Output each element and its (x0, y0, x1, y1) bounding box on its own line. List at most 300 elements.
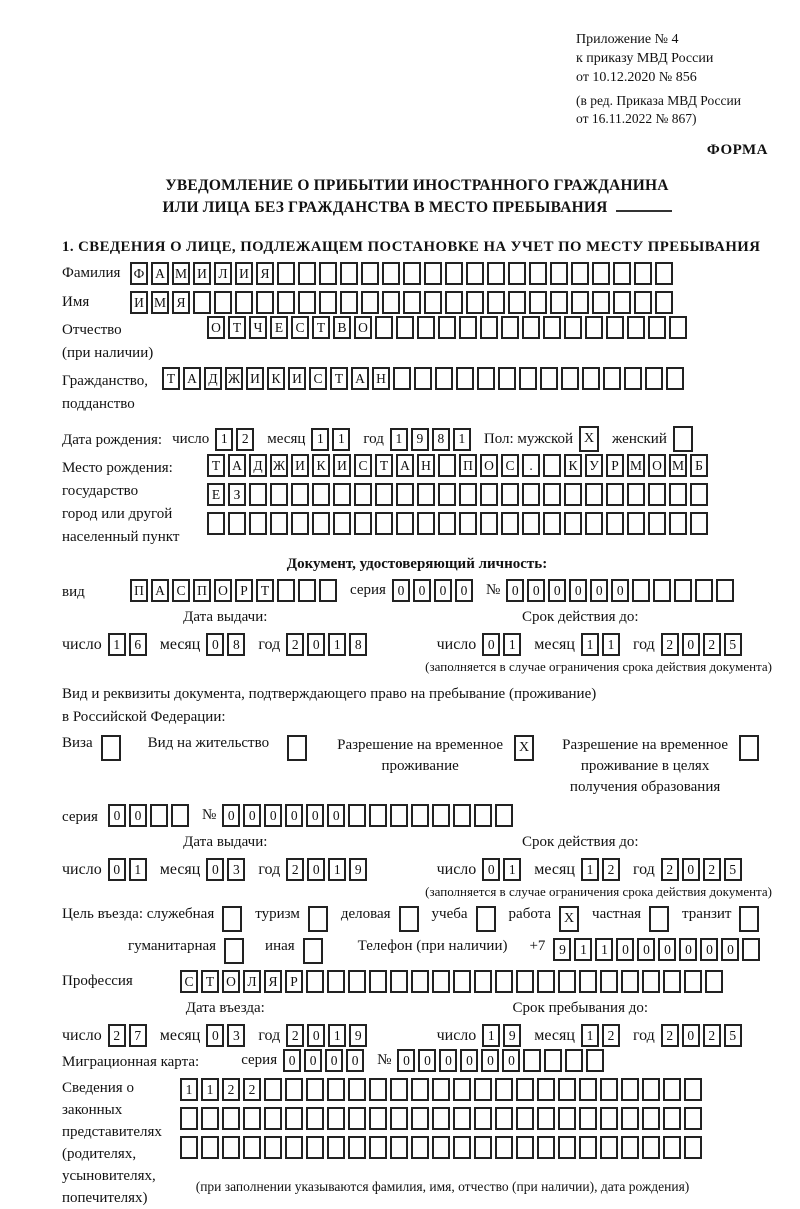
char-cell[interactable] (432, 1107, 450, 1130)
char-cell[interactable]: Б (690, 454, 708, 477)
char-cell[interactable]: Т (330, 367, 348, 390)
char-cell[interactable] (312, 512, 330, 535)
char-cell[interactable]: 0 (108, 858, 126, 881)
char-cell[interactable]: . (522, 454, 540, 477)
char-cell[interactable] (348, 804, 366, 827)
char-cell[interactable]: 0 (682, 858, 700, 881)
char-cell[interactable] (585, 483, 603, 506)
char-cell[interactable]: Т (312, 316, 330, 339)
char-cell[interactable] (690, 512, 708, 535)
char-cell[interactable] (487, 262, 505, 285)
char-cell[interactable] (375, 512, 393, 535)
char-cell[interactable] (277, 291, 295, 314)
char-cell[interactable]: 1 (503, 633, 521, 656)
char-cell[interactable]: О (354, 316, 372, 339)
char-cell[interactable] (501, 512, 519, 535)
char-cell[interactable] (739, 735, 759, 761)
char-cell[interactable]: 0 (682, 1024, 700, 1047)
char-cell[interactable] (642, 970, 660, 993)
char-cell[interactable] (705, 970, 723, 993)
char-cell[interactable]: 0 (129, 804, 147, 827)
char-cell[interactable] (564, 512, 582, 535)
char-cell[interactable] (495, 1136, 513, 1159)
char-cell[interactable] (396, 483, 414, 506)
char-cell[interactable] (424, 291, 442, 314)
char-cell[interactable] (648, 512, 666, 535)
char-cell[interactable] (669, 316, 687, 339)
char-cell[interactable]: 1 (108, 633, 126, 656)
char-cell[interactable]: 2 (602, 858, 620, 881)
char-cell[interactable] (456, 367, 474, 390)
char-cell[interactable] (522, 483, 540, 506)
char-cell[interactable]: 0 (502, 1049, 520, 1072)
char-cell[interactable] (495, 804, 513, 827)
char-cell[interactable] (627, 483, 645, 506)
char-cell[interactable]: Р (606, 454, 624, 477)
char-cell[interactable] (684, 970, 702, 993)
char-cell[interactable] (438, 454, 456, 477)
char-cell[interactable] (642, 1107, 660, 1130)
char-cell[interactable]: 0 (307, 858, 325, 881)
char-cell[interactable]: К (564, 454, 582, 477)
char-cell[interactable]: П (459, 454, 477, 477)
char-cell[interactable]: 0 (413, 579, 431, 602)
char-cell[interactable]: Л (214, 262, 232, 285)
char-cell[interactable] (550, 262, 568, 285)
char-cell[interactable]: А (183, 367, 201, 390)
char-cell[interactable]: 0 (590, 579, 608, 602)
char-cell[interactable] (361, 262, 379, 285)
char-cell[interactable] (459, 483, 477, 506)
char-cell[interactable]: 0 (418, 1049, 436, 1072)
char-cell[interactable]: 0 (482, 858, 500, 881)
char-cell[interactable]: И (235, 262, 253, 285)
char-cell[interactable]: 0 (307, 633, 325, 656)
char-cell[interactable]: Р (235, 579, 253, 602)
char-cell[interactable] (543, 512, 561, 535)
char-cell[interactable] (432, 1078, 450, 1101)
char-cell[interactable] (487, 291, 505, 314)
char-cell[interactable]: 2 (286, 1024, 304, 1047)
char-cell[interactable] (543, 483, 561, 506)
char-cell[interactable]: 1 (602, 633, 620, 656)
char-cell[interactable]: 1 (581, 633, 599, 656)
char-cell[interactable]: 0 (637, 938, 655, 961)
char-cell[interactable] (375, 316, 393, 339)
char-cell[interactable] (327, 1136, 345, 1159)
char-cell[interactable]: О (222, 970, 240, 993)
char-cell[interactable] (642, 1136, 660, 1159)
char-cell[interactable]: 7 (129, 1024, 147, 1047)
char-cell[interactable] (498, 367, 516, 390)
char-cell[interactable] (243, 1136, 261, 1159)
char-cell[interactable]: 1 (581, 1024, 599, 1047)
char-cell[interactable] (390, 1136, 408, 1159)
char-cell[interactable]: 9 (349, 858, 367, 881)
char-cell[interactable] (480, 316, 498, 339)
char-cell[interactable]: 0 (482, 633, 500, 656)
char-cell[interactable]: 0 (700, 938, 718, 961)
char-cell[interactable]: 5 (724, 858, 742, 881)
char-cell[interactable]: 0 (548, 579, 566, 602)
char-cell[interactable]: Д (204, 367, 222, 390)
char-cell[interactable]: Ж (225, 367, 243, 390)
char-cell[interactable] (519, 367, 537, 390)
char-cell[interactable]: 3 (227, 1024, 245, 1047)
char-cell[interactable] (417, 483, 435, 506)
char-cell[interactable] (474, 970, 492, 993)
char-cell[interactable] (150, 804, 168, 827)
char-cell[interactable] (516, 970, 534, 993)
char-cell[interactable]: 0 (616, 938, 634, 961)
char-cell[interactable]: 2 (602, 1024, 620, 1047)
char-cell[interactable] (592, 262, 610, 285)
char-cell[interactable] (466, 291, 484, 314)
char-cell[interactable] (414, 367, 432, 390)
char-cell[interactable]: Т (207, 454, 225, 477)
char-cell[interactable] (264, 1136, 282, 1159)
char-cell[interactable] (285, 1136, 303, 1159)
char-cell[interactable] (270, 483, 288, 506)
char-cell[interactable] (466, 262, 484, 285)
char-cell[interactable] (201, 1107, 219, 1130)
char-cell[interactable] (453, 970, 471, 993)
char-cell[interactable] (369, 804, 387, 827)
char-cell[interactable]: Я (264, 970, 282, 993)
char-cell[interactable] (537, 1078, 555, 1101)
char-cell[interactable] (432, 1136, 450, 1159)
char-cell[interactable] (390, 970, 408, 993)
char-cell[interactable] (285, 1078, 303, 1101)
char-cell[interactable] (624, 367, 642, 390)
char-cell[interactable]: 1 (328, 1024, 346, 1047)
char-cell[interactable] (306, 1107, 324, 1130)
char-cell[interactable] (558, 970, 576, 993)
char-cell[interactable] (627, 316, 645, 339)
char-cell[interactable] (529, 262, 547, 285)
char-cell[interactable] (396, 512, 414, 535)
char-cell[interactable] (285, 1107, 303, 1130)
char-cell[interactable] (516, 1078, 534, 1101)
char-cell[interactable]: Л (243, 970, 261, 993)
char-cell[interactable] (235, 291, 253, 314)
char-cell[interactable] (564, 483, 582, 506)
char-cell[interactable]: X (579, 426, 599, 452)
char-cell[interactable] (606, 512, 624, 535)
char-cell[interactable]: 0 (434, 579, 452, 602)
char-cell[interactable]: 0 (206, 1024, 224, 1047)
char-cell[interactable]: 0 (455, 579, 473, 602)
char-cell[interactable] (243, 1107, 261, 1130)
char-cell[interactable] (684, 1078, 702, 1101)
char-cell[interactable] (459, 316, 477, 339)
char-cell[interactable] (222, 1136, 240, 1159)
char-cell[interactable]: 5 (724, 633, 742, 656)
char-cell[interactable]: А (151, 262, 169, 285)
char-cell[interactable] (291, 483, 309, 506)
char-cell[interactable]: О (648, 454, 666, 477)
char-cell[interactable]: 1 (129, 858, 147, 881)
char-cell[interactable]: И (288, 367, 306, 390)
char-cell[interactable] (411, 804, 429, 827)
char-cell[interactable] (264, 1078, 282, 1101)
char-cell[interactable] (312, 483, 330, 506)
char-cell[interactable]: Д (249, 454, 267, 477)
char-cell[interactable]: 0 (307, 1024, 325, 1047)
char-cell[interactable] (508, 262, 526, 285)
char-cell[interactable]: Н (417, 454, 435, 477)
char-cell[interactable]: 0 (569, 579, 587, 602)
char-cell[interactable] (308, 906, 328, 932)
char-cell[interactable] (613, 291, 631, 314)
char-cell[interactable] (579, 970, 597, 993)
char-cell[interactable] (695, 579, 713, 602)
char-cell[interactable]: 1 (574, 938, 592, 961)
char-cell[interactable]: 0 (304, 1049, 322, 1072)
char-cell[interactable]: 1 (332, 428, 350, 451)
char-cell[interactable] (480, 512, 498, 535)
char-cell[interactable]: 2 (108, 1024, 126, 1047)
char-cell[interactable] (396, 316, 414, 339)
char-cell[interactable] (432, 804, 450, 827)
char-cell[interactable]: М (151, 291, 169, 314)
char-cell[interactable]: С (354, 454, 372, 477)
char-cell[interactable] (669, 483, 687, 506)
char-cell[interactable] (474, 1136, 492, 1159)
char-cell[interactable] (333, 512, 351, 535)
char-cell[interactable] (228, 512, 246, 535)
char-cell[interactable] (348, 970, 366, 993)
char-cell[interactable] (669, 512, 687, 535)
char-cell[interactable]: Т (256, 579, 274, 602)
char-cell[interactable]: 0 (325, 1049, 343, 1072)
char-cell[interactable] (673, 426, 693, 452)
char-cell[interactable] (606, 316, 624, 339)
char-cell[interactable] (306, 1136, 324, 1159)
char-cell[interactable]: 2 (703, 633, 721, 656)
char-cell[interactable]: С (309, 367, 327, 390)
char-cell[interactable] (592, 291, 610, 314)
char-cell[interactable]: 0 (346, 1049, 364, 1072)
char-cell[interactable]: И (291, 454, 309, 477)
char-cell[interactable] (663, 1136, 681, 1159)
char-cell[interactable] (201, 1136, 219, 1159)
char-cell[interactable]: 2 (703, 858, 721, 881)
char-cell[interactable] (180, 1107, 198, 1130)
char-cell[interactable] (453, 1107, 471, 1130)
char-cell[interactable]: 0 (460, 1049, 478, 1072)
char-cell[interactable]: 5 (724, 1024, 742, 1047)
char-cell[interactable] (369, 1136, 387, 1159)
char-cell[interactable] (411, 1107, 429, 1130)
char-cell[interactable] (474, 804, 492, 827)
char-cell[interactable]: 2 (286, 858, 304, 881)
char-cell[interactable] (270, 512, 288, 535)
char-cell[interactable]: Т (162, 367, 180, 390)
char-cell[interactable]: Р (285, 970, 303, 993)
char-cell[interactable] (621, 1107, 639, 1130)
char-cell[interactable]: Е (207, 483, 225, 506)
char-cell[interactable] (348, 1078, 366, 1101)
char-cell[interactable] (249, 512, 267, 535)
char-cell[interactable]: 2 (236, 428, 254, 451)
char-cell[interactable]: 0 (439, 1049, 457, 1072)
char-cell[interactable] (403, 291, 421, 314)
char-cell[interactable]: 2 (286, 633, 304, 656)
char-cell[interactable] (453, 1136, 471, 1159)
char-cell[interactable] (621, 1078, 639, 1101)
char-cell[interactable] (579, 1078, 597, 1101)
char-cell[interactable] (361, 291, 379, 314)
char-cell[interactable] (571, 262, 589, 285)
char-cell[interactable] (674, 579, 692, 602)
char-cell[interactable]: С (291, 316, 309, 339)
char-cell[interactable] (369, 1107, 387, 1130)
char-cell[interactable]: 0 (527, 579, 545, 602)
char-cell[interactable] (369, 1078, 387, 1101)
char-cell[interactable]: 0 (327, 804, 345, 827)
char-cell[interactable] (382, 291, 400, 314)
char-cell[interactable]: П (130, 579, 148, 602)
char-cell[interactable] (537, 1136, 555, 1159)
char-cell[interactable] (303, 938, 323, 964)
char-cell[interactable]: М (669, 454, 687, 477)
char-cell[interactable] (579, 1136, 597, 1159)
char-cell[interactable]: А (396, 454, 414, 477)
char-cell[interactable]: С (501, 454, 519, 477)
char-cell[interactable]: 8 (432, 428, 450, 451)
char-cell[interactable] (390, 1107, 408, 1130)
char-cell[interactable]: 1 (328, 633, 346, 656)
char-cell[interactable] (340, 262, 358, 285)
char-cell[interactable] (645, 367, 663, 390)
char-cell[interactable]: 0 (506, 579, 524, 602)
char-cell[interactable]: Н (372, 367, 390, 390)
char-cell[interactable] (417, 316, 435, 339)
char-cell[interactable]: К (267, 367, 285, 390)
char-cell[interactable]: 0 (306, 804, 324, 827)
char-cell[interactable] (558, 1107, 576, 1130)
char-cell[interactable]: А (351, 367, 369, 390)
char-cell[interactable] (207, 512, 225, 535)
char-cell[interactable]: И (130, 291, 148, 314)
char-cell[interactable]: 0 (243, 804, 261, 827)
char-cell[interactable] (291, 512, 309, 535)
char-cell[interactable]: А (151, 579, 169, 602)
char-cell[interactable]: 2 (703, 1024, 721, 1047)
char-cell[interactable] (585, 316, 603, 339)
char-cell[interactable] (716, 579, 734, 602)
char-cell[interactable] (327, 1078, 345, 1101)
char-cell[interactable]: 2 (661, 1024, 679, 1047)
char-cell[interactable]: З (228, 483, 246, 506)
char-cell[interactable] (477, 367, 495, 390)
char-cell[interactable]: 1 (328, 858, 346, 881)
char-cell[interactable]: 0 (679, 938, 697, 961)
char-cell[interactable]: 0 (206, 633, 224, 656)
char-cell[interactable] (522, 512, 540, 535)
char-cell[interactable] (424, 262, 442, 285)
char-cell[interactable] (537, 970, 555, 993)
char-cell[interactable] (558, 1078, 576, 1101)
char-cell[interactable]: 1 (482, 1024, 500, 1047)
char-cell[interactable] (632, 579, 650, 602)
char-cell[interactable] (459, 512, 477, 535)
char-cell[interactable] (298, 262, 316, 285)
char-cell[interactable]: И (246, 367, 264, 390)
char-cell[interactable] (495, 1107, 513, 1130)
char-cell[interactable] (306, 1078, 324, 1101)
char-cell[interactable] (537, 1107, 555, 1130)
char-cell[interactable] (516, 1136, 534, 1159)
char-cell[interactable]: 1 (390, 428, 408, 451)
char-cell[interactable] (438, 512, 456, 535)
char-cell[interactable] (222, 906, 242, 932)
char-cell[interactable] (600, 1078, 618, 1101)
char-cell[interactable] (375, 483, 393, 506)
char-cell[interactable] (264, 1107, 282, 1130)
char-cell[interactable] (298, 291, 316, 314)
char-cell[interactable] (742, 938, 760, 961)
char-cell[interactable] (287, 735, 307, 761)
char-cell[interactable]: 2 (661, 858, 679, 881)
char-cell[interactable] (516, 1107, 534, 1130)
char-cell[interactable] (340, 291, 358, 314)
char-cell[interactable] (171, 804, 189, 827)
char-cell[interactable] (523, 1049, 541, 1072)
char-cell[interactable] (579, 1107, 597, 1130)
char-cell[interactable] (474, 1107, 492, 1130)
char-cell[interactable] (222, 1107, 240, 1130)
char-cell[interactable] (480, 483, 498, 506)
char-cell[interactable]: И (193, 262, 211, 285)
char-cell[interactable]: А (228, 454, 246, 477)
char-cell[interactable] (653, 579, 671, 602)
char-cell[interactable] (529, 291, 547, 314)
char-cell[interactable]: 0 (285, 804, 303, 827)
char-cell[interactable]: М (627, 454, 645, 477)
char-cell[interactable]: 1 (595, 938, 613, 961)
char-cell[interactable] (550, 291, 568, 314)
char-cell[interactable]: Ч (249, 316, 267, 339)
char-cell[interactable]: 0 (283, 1049, 301, 1072)
char-cell[interactable]: 0 (611, 579, 629, 602)
char-cell[interactable]: 9 (411, 428, 429, 451)
char-cell[interactable] (453, 804, 471, 827)
char-cell[interactable]: 0 (108, 804, 126, 827)
char-cell[interactable] (522, 316, 540, 339)
char-cell[interactable] (298, 579, 316, 602)
char-cell[interactable] (445, 291, 463, 314)
char-cell[interactable] (354, 483, 372, 506)
char-cell[interactable] (224, 938, 244, 964)
char-cell[interactable] (495, 970, 513, 993)
char-cell[interactable] (306, 970, 324, 993)
char-cell[interactable]: 2 (222, 1078, 240, 1101)
char-cell[interactable]: 0 (481, 1049, 499, 1072)
char-cell[interactable]: 0 (721, 938, 739, 961)
char-cell[interactable]: Я (172, 291, 190, 314)
char-cell[interactable] (543, 454, 561, 477)
char-cell[interactable]: У (585, 454, 603, 477)
char-cell[interactable] (585, 512, 603, 535)
char-cell[interactable]: П (193, 579, 211, 602)
char-cell[interactable] (476, 906, 496, 932)
char-cell[interactable] (655, 262, 673, 285)
char-cell[interactable] (435, 367, 453, 390)
char-cell[interactable] (663, 1107, 681, 1130)
char-cell[interactable]: О (214, 579, 232, 602)
